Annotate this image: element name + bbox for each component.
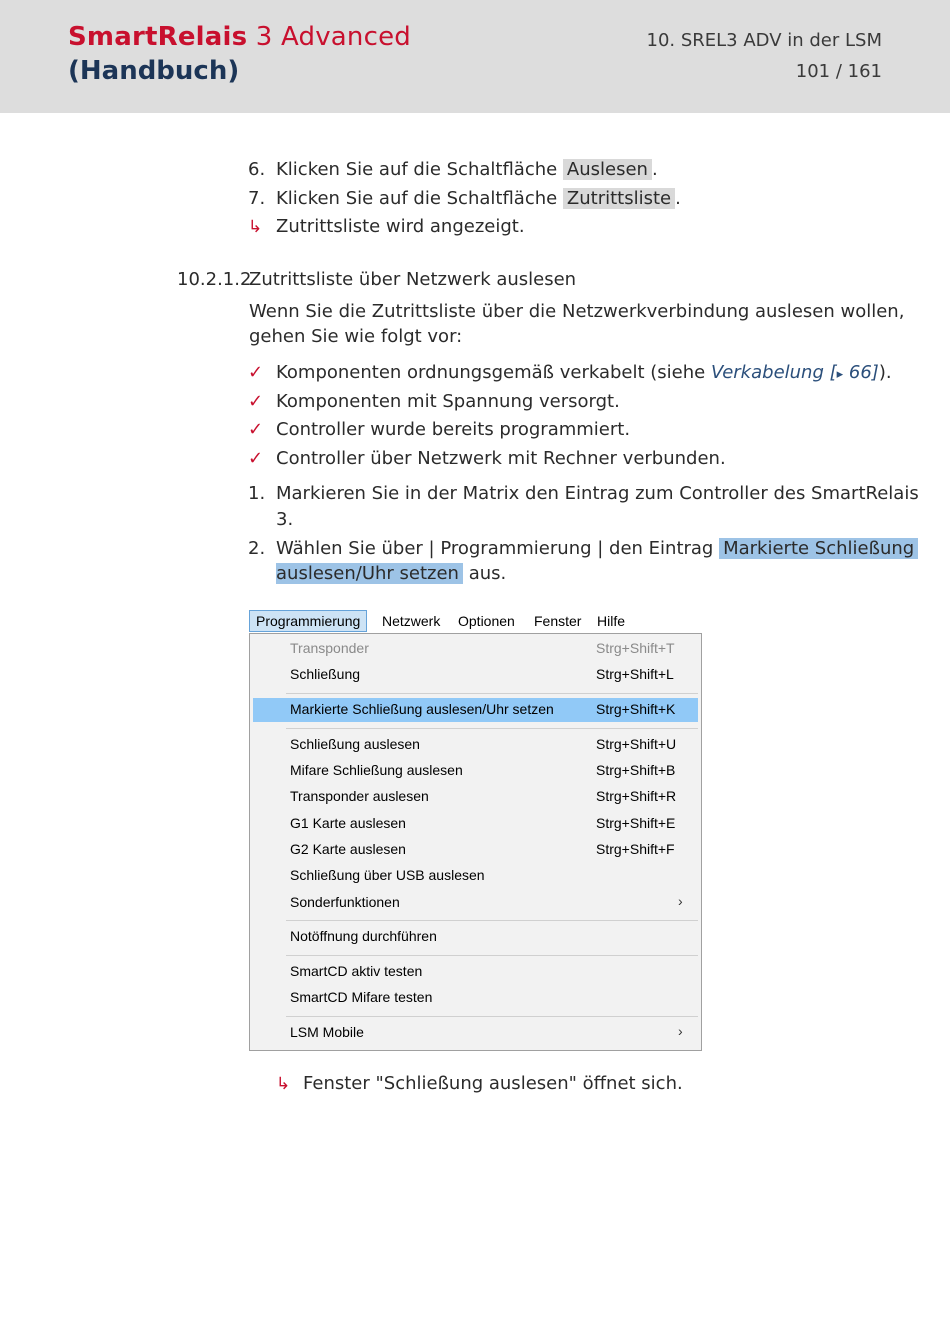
menu-item-smartcd-aktiv-testen[interactable] (250, 960, 701, 984)
menu-item-label: Mifare Schließung auslesen (290, 762, 463, 778)
prereq-item (276, 361, 892, 387)
shortcut-label: Strg+Shift+E (596, 815, 676, 831)
menu-item-g2-karte-auslesen[interactable] (250, 838, 701, 862)
menu-item-schliessung-auslesen[interactable] (250, 733, 701, 757)
step-text-before: Klicken Sie auf die Schaltfläche (276, 188, 563, 209)
menu-item-transponder-auslesen[interactable] (250, 785, 701, 809)
step-text-before: Klicken Sie auf die Schaltfläche (276, 159, 563, 180)
menu-separator (286, 728, 698, 729)
shortcut-label: Strg+Shift+B (596, 762, 676, 778)
check-icon: ✓ (248, 362, 264, 383)
result-arrow-icon: ↳ (248, 217, 263, 237)
step-text-cont (276, 562, 506, 586)
menu-item-label: Markierte Schließung auslesen/Uhr setzen (290, 701, 554, 717)
step-text-after: . (651, 159, 658, 180)
prereq-item: Komponenten mit Spannung versorgt. (276, 391, 620, 412)
menu-item-transponder[interactable] (250, 637, 701, 661)
menu-netzwerk[interactable]: Netzwerk (382, 613, 441, 629)
menu-item-sonderfunktionen[interactable] (250, 891, 701, 915)
intro-line: gehen Sie wie folgt vor: (249, 326, 463, 347)
menu-optionen[interactable]: Optionen (458, 613, 515, 629)
intro-line: Wenn Sie die Zutrittsliste über die Netzwerkverbindung auslesen wollen, (249, 301, 905, 322)
menu-item-label: Sonderfunktionen (290, 894, 400, 910)
result-arrow-icon: ↳ (276, 1074, 291, 1094)
shortcut-label: Strg+Shift+T (596, 640, 675, 656)
shortcut-label: Strg+Shift+K (596, 701, 676, 717)
menu-item-label: Schließung auslesen (290, 736, 420, 752)
result-text: Fenster "Schließung auslesen" öffnet sich. (303, 1073, 683, 1094)
check-icon: ✓ (248, 419, 264, 440)
result-text: Zutrittsliste wird angezeigt. (276, 216, 525, 237)
submenu-chevron-icon: › (678, 1023, 683, 1039)
menu-item-label: Notöffnung durchführen (290, 928, 437, 944)
step-text-before: Wählen Sie über | Programmierung | den Eintrag (276, 538, 720, 559)
verkabelung-link[interactable] (711, 362, 879, 383)
menu-item-mifare-schliessung-auslesen[interactable] (250, 759, 701, 783)
brand-subtitle: (Handbuch) (68, 56, 240, 86)
step-number: 6. (248, 159, 266, 180)
section-number: 10.2.1.2 (177, 269, 252, 290)
shortcut-label: Strg+Shift+L (596, 666, 674, 682)
step-text-after: . (675, 188, 681, 209)
auslesen-button-ref: Auslesen (563, 159, 652, 180)
step-text (276, 158, 658, 182)
step-number: 1. (248, 483, 266, 504)
brand-model: 3 Advanced (247, 22, 412, 52)
menu-separator (286, 955, 698, 956)
menu-item-label: Transponder (290, 640, 369, 656)
menu-hilfe[interactable]: Hilfe (597, 613, 626, 629)
menu-fenster[interactable]: Fenster (534, 613, 582, 629)
prereq-item: Controller über Netzwerk mit Rechner verbunden. (276, 448, 726, 469)
menu-item-smartcd-mifare-testen[interactable] (250, 986, 701, 1010)
link-text: Verkabelung [ (710, 362, 837, 383)
prereq-text: Komponenten ordnungsgemäß verkabelt (siehe (276, 362, 711, 383)
prereq-text-after: ). (878, 362, 892, 383)
check-icon: ✓ (248, 448, 264, 469)
step-number: 7. (248, 188, 266, 209)
shortcut-label: Strg+Shift+F (596, 841, 675, 857)
menu-item-label: SmartCD Mifare testen (290, 989, 433, 1005)
page-number: 101 / 161 (795, 61, 882, 82)
menu-entry-ref: Markierte Schließung (719, 538, 918, 559)
menu-programmierung[interactable]: Programmierung (249, 610, 367, 632)
link-page: 66] (843, 362, 879, 383)
menu-item-schliessung[interactable] (250, 663, 701, 687)
menu-separator (286, 920, 698, 921)
prereq-item: Controller wurde bereits programmiert. (276, 419, 631, 440)
section-title: Zutrittsliste über Netzwerk auslesen (249, 269, 577, 290)
step-text-after: aus. (462, 563, 507, 584)
step-number: 2. (248, 538, 266, 559)
step-text-cont: 3. (276, 509, 294, 530)
programmierung-dropdown (249, 633, 702, 1051)
shortcut-label: Strg+Shift+U (596, 736, 677, 752)
step-text (276, 537, 918, 561)
menu-item-notoeffnung[interactable] (250, 925, 701, 949)
menu-item-markierte-schliessung-auslesen[interactable] (250, 698, 701, 722)
menu-bar (249, 609, 702, 633)
menu-item-g1-karte-auslesen[interactable] (250, 812, 701, 836)
page-header (0, 0, 950, 113)
page-arrow-icon: ▸ (836, 367, 844, 382)
chapter-title: 10. SREL3 ADV in der LSM (646, 30, 882, 51)
zutrittsliste-button-ref: Zutrittsliste (563, 188, 675, 209)
check-icon: ✓ (248, 391, 264, 412)
menu-item-label: Schließung (290, 666, 361, 682)
menu-item-label: SmartCD aktiv testen (290, 963, 423, 979)
menu-item-label: Transponder auslesen (290, 788, 429, 804)
menu-item-label: G2 Karte auslesen (290, 841, 406, 857)
menu-item-label: Schließung über USB auslesen (290, 867, 485, 883)
step-text: Markieren Sie in der Matrix den Eintrag zum Controller des SmartRelais (276, 483, 919, 504)
menu-separator (286, 693, 698, 694)
menu-separator (286, 1016, 698, 1017)
step-text (276, 187, 681, 211)
brand-name: SmartRelais (68, 22, 248, 52)
menu-item-label: LSM Mobile (290, 1024, 364, 1040)
menu-item-label: G1 Karte auslesen (290, 815, 406, 831)
brand-title (68, 22, 411, 52)
submenu-chevron-icon: › (678, 893, 683, 909)
shortcut-label: Strg+Shift+R (596, 788, 677, 804)
menu-entry-ref: auslesen/Uhr setzen (276, 563, 463, 584)
menu-item-lsm-mobile[interactable] (250, 1021, 701, 1045)
menu-item-schliessung-usb-auslesen[interactable] (250, 864, 701, 888)
